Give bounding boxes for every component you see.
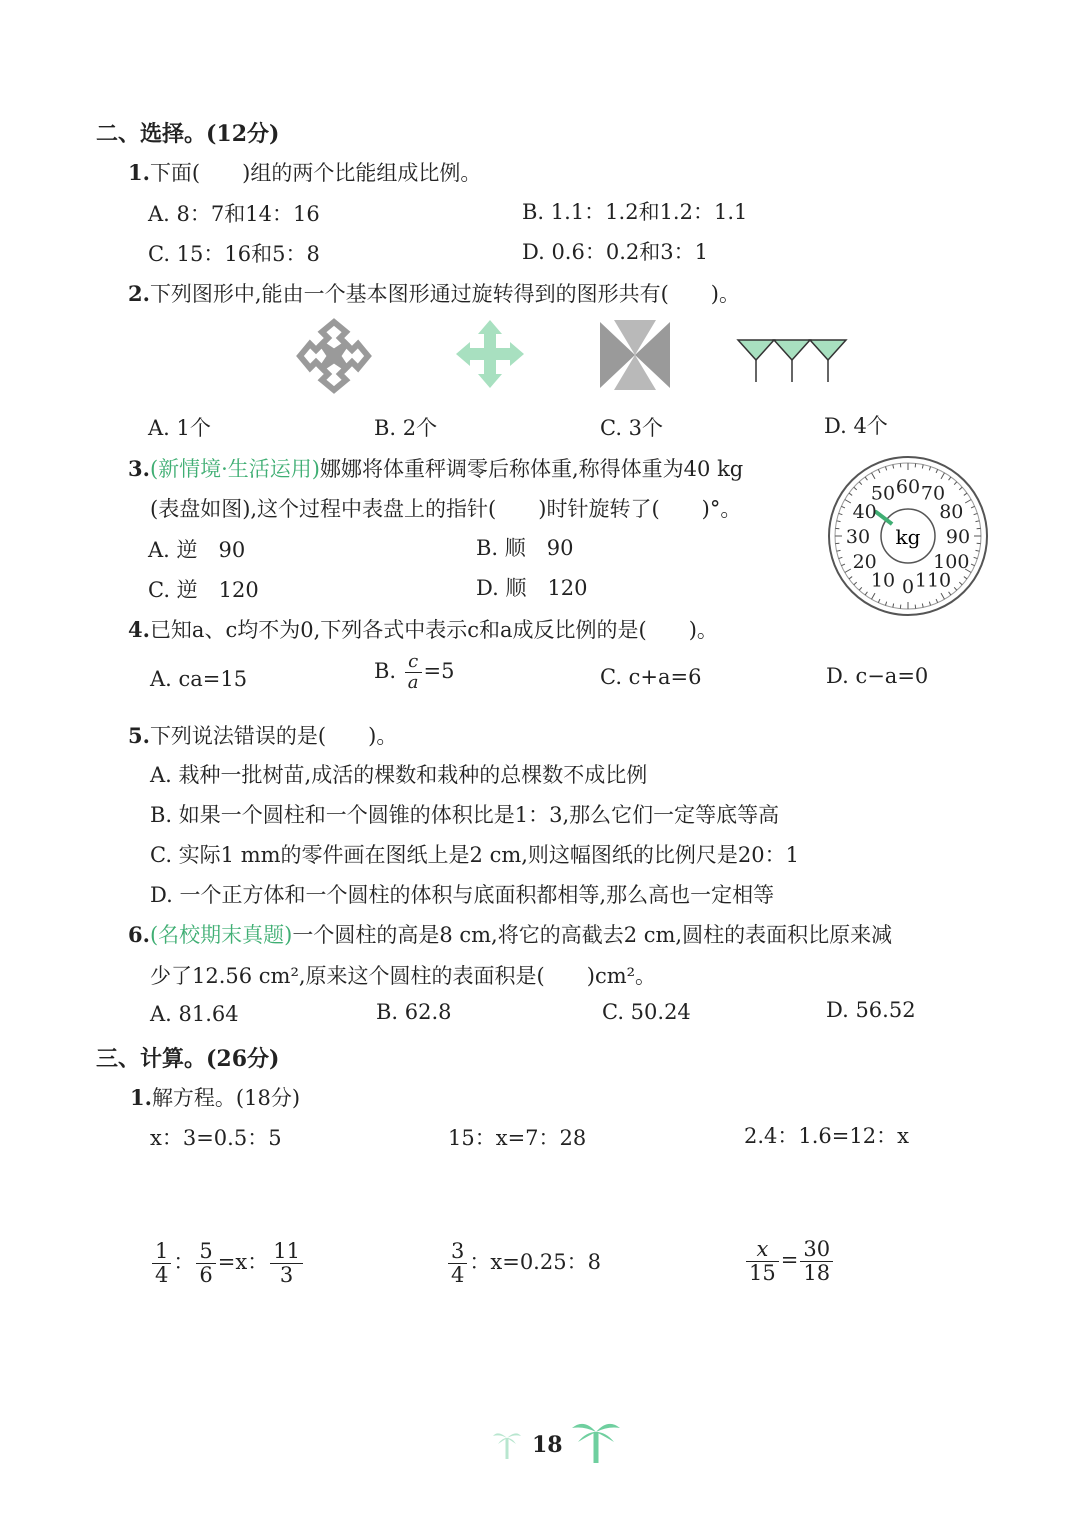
q6-option-c: C. 50.24 xyxy=(602,1000,691,1024)
q2-number: 2. xyxy=(128,281,150,306)
eq4-f1-numerator: 1 xyxy=(152,1240,171,1264)
eq5-denominator: 4 xyxy=(451,1263,465,1288)
q3-option-d: D. 顺 120 xyxy=(476,576,588,600)
q4-option-c: C. c+a=6 xyxy=(600,665,702,689)
eq5-fraction xyxy=(448,1240,467,1287)
q1-number: 1. xyxy=(128,160,150,185)
dial-label: 70 xyxy=(920,482,946,505)
eq6-fraction-2 xyxy=(800,1238,833,1285)
q4-stem xyxy=(128,614,718,644)
eq4-f2-denominator: 6 xyxy=(199,1263,213,1288)
eq6-f1-denominator: 15 xyxy=(749,1261,776,1286)
gray-pinwheel-figure xyxy=(600,320,670,390)
eq4-f1-denominator: 4 xyxy=(155,1263,169,1288)
eq5-numerator: 3 xyxy=(448,1240,467,1264)
q6-stem-line1 xyxy=(128,919,892,949)
dial-label: 30 xyxy=(845,526,871,548)
q1-option-c: C. 15：16和5：8 xyxy=(148,242,320,266)
q2-option-c: C. 3个 xyxy=(600,416,664,440)
q5-option-d: D. 一个正方体和一个圆柱的体积与底面积都相等,那么高也一定相等 xyxy=(150,883,775,907)
dial-label: 50 xyxy=(870,482,896,505)
q4-option-b xyxy=(374,652,455,693)
eq6-equals: = xyxy=(780,1248,799,1273)
equation-1: x：3=0.5：5 xyxy=(150,1126,282,1150)
dial-label: 40 xyxy=(852,501,877,523)
page-number: 18 xyxy=(532,1432,563,1458)
eq6-f2-denominator: 18 xyxy=(803,1261,831,1286)
q3-number: 3. xyxy=(128,456,150,481)
q2-option-b: B. 2个 xyxy=(374,416,438,440)
palm-tree-small-icon xyxy=(492,1428,522,1460)
q3-option-b: B. 顺 90 xyxy=(476,536,574,560)
q6-text-1: 一个圆柱的高是8 cm,将它的高截去2 cm,圆柱的表面积比原来减 xyxy=(292,923,893,947)
q6-option-b: B. 62.8 xyxy=(376,1000,452,1024)
eq4-fraction-3 xyxy=(270,1240,303,1287)
q5-text: 下列说法错误的是( )。 xyxy=(149,724,398,748)
eq4-f2-numerator: 5 xyxy=(196,1240,215,1264)
equation-5 xyxy=(446,1240,601,1287)
q5-number: 5. xyxy=(128,723,150,748)
q4-option-b-fraction xyxy=(405,652,422,693)
eq6-fraction-1 xyxy=(746,1238,779,1285)
eq6-f2-numerator: 30 xyxy=(800,1238,833,1262)
eq5-rest: ：x=0.25：8 xyxy=(469,1250,601,1275)
q3-option-c: C. 逆 120 xyxy=(148,578,259,602)
q4-option-b-suffix: =5 xyxy=(423,658,455,683)
q5-stem xyxy=(128,720,397,750)
q4-number: 4. xyxy=(128,617,150,642)
q3-tag: (新情境·生活运用) xyxy=(149,457,320,481)
eq4-fraction-2 xyxy=(196,1240,215,1287)
q1-option-d: D. 0.6：0.2和3：1 xyxy=(522,240,708,264)
gray-knot-figure xyxy=(296,318,372,394)
dial-label: 80 xyxy=(939,501,964,523)
dial-label: 0 xyxy=(901,576,915,598)
scale-dial xyxy=(826,454,990,618)
q6-number: 6. xyxy=(128,922,150,947)
q1-option-a: A. 8：7和14：16 xyxy=(148,202,320,226)
q4-option-a: A. ca=15 xyxy=(150,667,248,691)
eq6-f1-numerator: x xyxy=(746,1238,779,1262)
q4-option-b-numerator: c xyxy=(405,652,422,673)
green-triangles-figure xyxy=(736,338,848,384)
q6-stem-line2: 少了12.56 cm²,原来这个圆柱的表面积是( )cm²。 xyxy=(150,964,657,988)
q6-tag: (名校期末真题) xyxy=(149,923,293,947)
q1-text: 下面( )组的两个比能组成比例。 xyxy=(149,161,482,185)
q4-text: 已知a、c均不为0,下列各式中表示c和a成反比例的是( )。 xyxy=(149,618,718,642)
eq4-f3-denominator: 3 xyxy=(279,1263,294,1288)
eq4-fraction-1 xyxy=(152,1240,171,1287)
q5-option-c: C. 实际1 mm的零件画在图纸上是2 cm,则这幅图纸的比例尺是20：1 xyxy=(150,843,799,867)
q1-stem xyxy=(128,157,481,187)
q2-text: 下列图形中,能由一个基本图形通过旋转得到的图形共有( )。 xyxy=(149,282,740,306)
equation-3: 2.4：1.6=12：x xyxy=(744,1124,909,1148)
q4-option-b-denominator: a xyxy=(407,671,419,693)
dial-label: 20 xyxy=(852,551,877,573)
q6-option-d: D. 56.52 xyxy=(826,998,916,1022)
q3-stem-line1 xyxy=(128,453,743,483)
dial-label: 90 xyxy=(945,526,971,548)
q1-option-b: B. 1.1：1.2和1.2：1.1 xyxy=(522,200,748,224)
q3-option-a: A. 逆 90 xyxy=(148,538,246,562)
equation-2: 15：x=7：28 xyxy=(448,1126,587,1150)
palm-tree-large-icon xyxy=(570,1418,622,1464)
dial-label: 100 xyxy=(933,551,970,573)
section2-title: 二、选择。(12分) xyxy=(96,121,280,147)
q3-text-1: 娜娜将体重秤调零后称体重,称得体重为40 kg xyxy=(320,457,744,481)
s3-q1-stem xyxy=(130,1082,300,1112)
section3-title: 三、计算。(26分) xyxy=(96,1046,280,1072)
dial-unit: kg xyxy=(895,525,921,549)
dial-label: 60 xyxy=(895,476,921,498)
eq4-middle: =x： xyxy=(217,1250,269,1275)
q2-option-a: A. 1个 xyxy=(148,416,211,440)
dial-label: 110 xyxy=(914,569,952,592)
q2-option-d: D. 4个 xyxy=(824,414,888,438)
q3-stem-line2: (表盘如图),这个过程中表盘上的指针( )时针旋转了( )°。 xyxy=(150,497,742,521)
s3-q1-text: 解方程。(18分) xyxy=(151,1086,301,1110)
green-cross-arrows-figure xyxy=(454,318,526,390)
s3-q1-number: 1. xyxy=(130,1085,152,1110)
q4-option-d: D. c−a=0 xyxy=(826,664,929,688)
q5-option-b: B. 如果一个圆柱和一个圆锥的体积比是1：3,那么它们一定等底等高 xyxy=(150,803,780,827)
q2-stem xyxy=(128,278,740,308)
eq4-f3-numerator: 11 xyxy=(270,1240,303,1264)
q5-option-a: A. 栽种一批树苗,成活的棵数和栽种的总棵数不成比例 xyxy=(150,763,648,787)
equation-4: $\frac{1}{4}$ ： $\frac{5}{6}$ =x： $\frac{11}{3}$ xyxy=(150,1240,305,1287)
q6-option-a: A. 81.64 xyxy=(150,1002,239,1026)
q4-option-b-prefix: B. xyxy=(374,658,397,683)
equation-6 xyxy=(744,1238,835,1285)
dial-label: 10 xyxy=(870,569,896,592)
